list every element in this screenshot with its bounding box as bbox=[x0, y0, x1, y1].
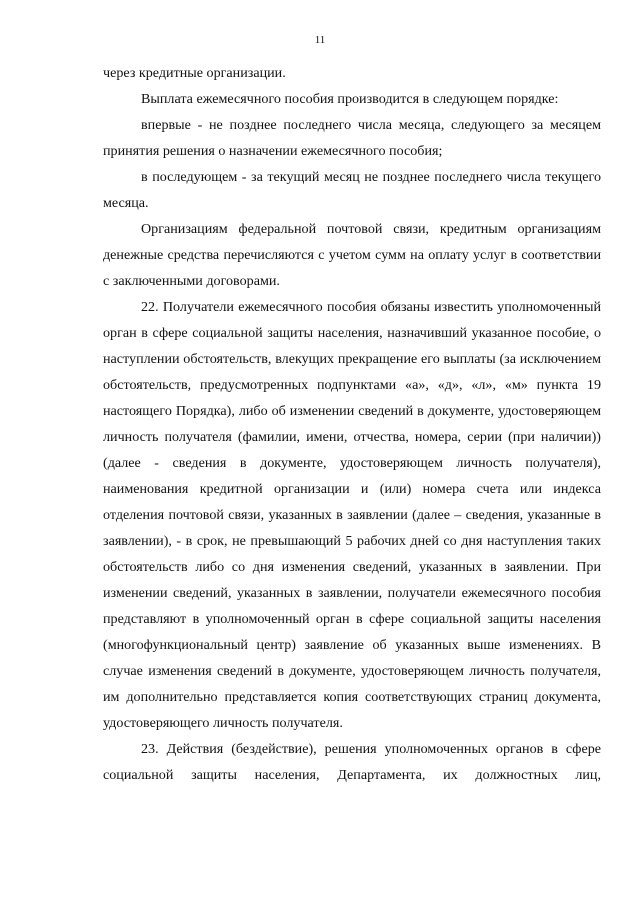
paragraph-continuation: через кредитные организации. bbox=[103, 65, 286, 81]
paragraph-payment-order: Выплата ежемесячного пособия производится в следующем порядке: bbox=[141, 91, 559, 107]
paragraph-clause-23: 23. Действия (бездействие), решения уполномоченных органов в сфере социальной защиты населения, Департамента, их должностных лиц, bbox=[103, 741, 601, 783]
paragraph-clause-22: 22. Получатели ежемесячного пособия обязаны известить уполномоченный орган в сфере социальной защиты населения, назначивший указанное пособие, о наступлении обстоятельств, влекущих прекращение его выплаты (за исключением обстоятельств, предусмотренных подпунктами «а», «д», «л», «м» пункта 19 настоящего Порядка), либо об изменении сведений в документе, удостоверяющем личность получателя (фамилии, имени, отчества, номера, серии (при наличии)) (далее - сведения в документе, удостоверяющем личность получателя), наименования кредитной организации и (или) номера счета или индекса отделения почтовой связи, указанных в заявлении (далее – сведения, указанные в заявлении), - в срок, не превышающий 5 рабочих дней со дня наступления таких обстоятельств либо со дня изменения сведений, указанных в заявлении. При изменении сведений, указанных в заявлении, получатели ежемесячного пособия представляют в уполномоченный орган в сфере социальной защиты населения (многофункциональный центр) заявление об указанных выше изменениях. В случае изменения сведений в документе, удостоверяющем личность получателя, им дополнительно представляется копия соответствующих страниц документа, удостоверяющего личность получателя. bbox=[103, 299, 601, 731]
page-number: 11 bbox=[314, 34, 326, 46]
paragraph-first-payment: впервые - не позднее последнего числа месяца, следующего за месяцем принятия решения о назначении ежемесячного пособия; bbox=[103, 117, 601, 159]
paragraph-organizations: Организациям федеральной почтовой связи, кредитным организациям денежные средства перечисляются с учетом сумм на оплату услуг в соответствии с заключенными договорами. bbox=[103, 221, 601, 289]
document-body bbox=[103, 60, 601, 788]
paragraph-subsequent-payment: в последующем - за текущий месяц не позднее последнего числа текущего месяца. bbox=[103, 169, 601, 211]
